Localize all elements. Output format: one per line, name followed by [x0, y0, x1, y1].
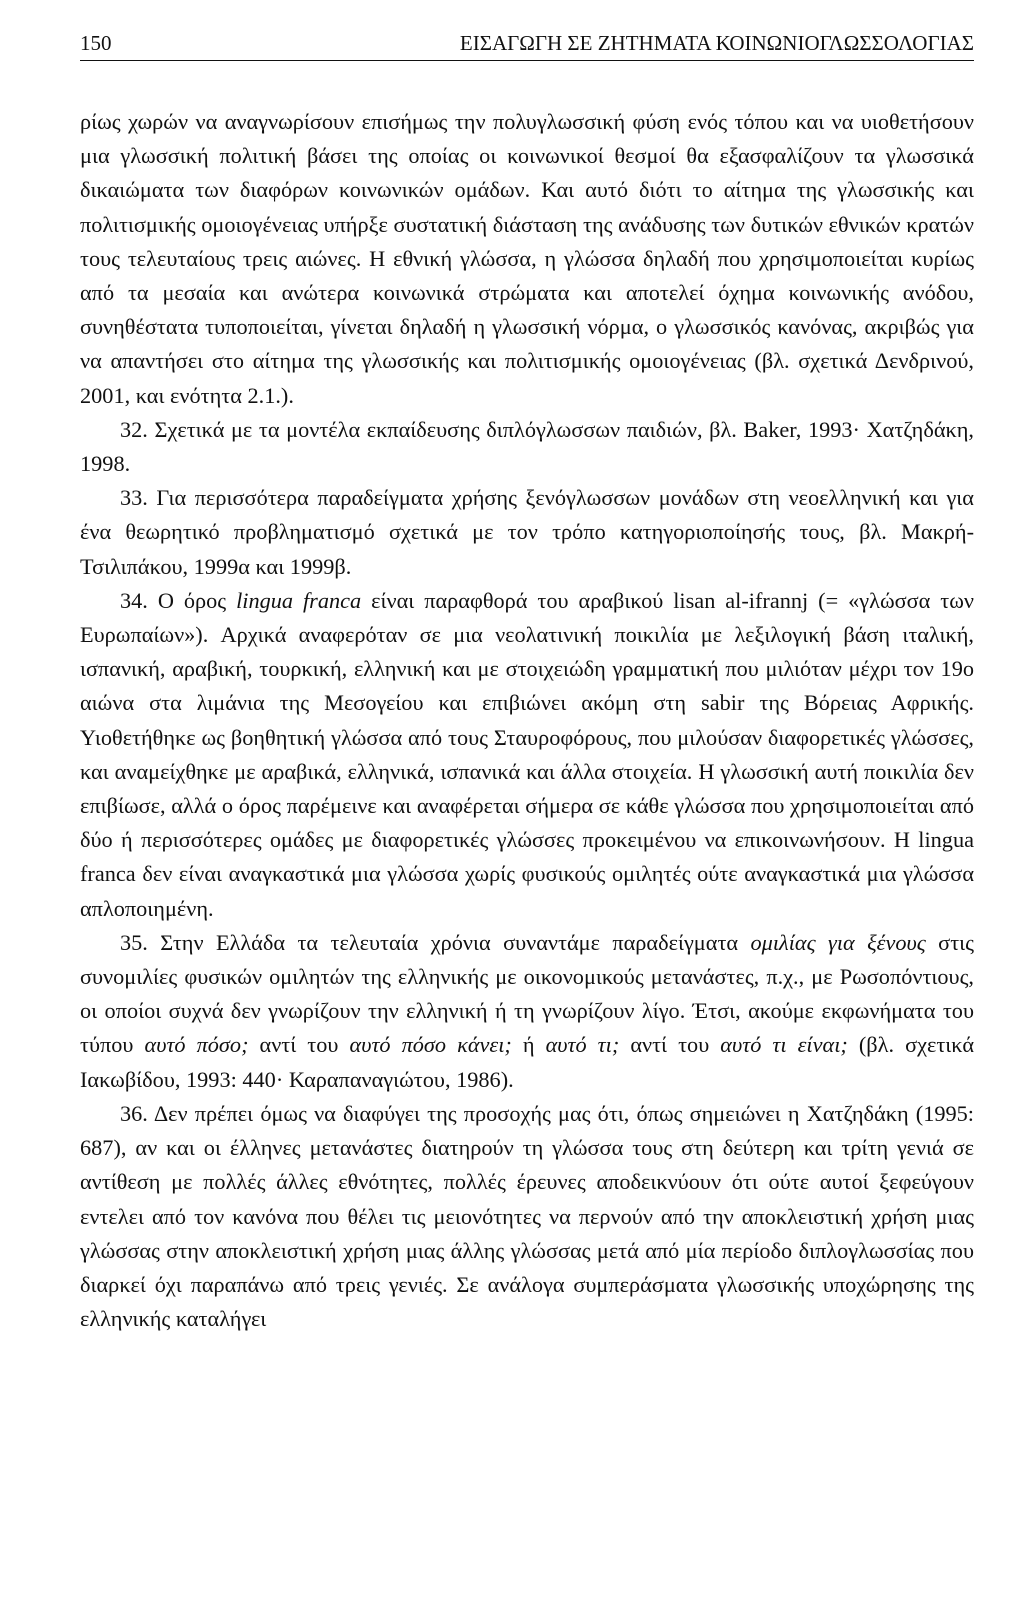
- footnote-continuation: ρίως χωρών να αναγνωρίσουν επισήμως την πολυγλωσσική φύση ενός τόπου και να υιοθετήσουν μια γλωσσική πολιτική βάσει της οποίας οι κοινωνικοί θεσμοί θα εξασφαλίζουν τα γλωσσικά δικαιώματα των διαφόρων κοινωνικών ομάδων. Και αυτό διότι το αίτημα της γλωσσικής και πολιτισμικής ομοιογένειας υπήρξε συστατική διάσταση της ανάδυσης των δυτικών εθνικών κρατών τους τελευταίους τρεις αιώνες. Η εθνική γλώσσα, η γλώσσα δηλαδή που χρησιμοποιείται κυρίως από τα μεσαία και ανώτερα κοινωνικά στρώματα και αποτελεί όχημα κοινωνικής ανόδου, συνηθέστατα τυποποιείται, γίνεται δηλαδή η γλωσσική νόρμα, ο γλωσσικός κανόνας, ακριβώς για να απαντήσει στο αίτημα της γλωσσικής και πολιτισμικής ομοιογένειας (βλ. σχετικά Δενδρινού, 2001, και ενότητα 2.1.).: [80, 109, 974, 408]
- example-utterance: αυτό τι είναι;: [720, 1032, 848, 1058]
- running-title: ΕΙΣΑΓΩΓΗ ΣΕ ΖΗΤΗΜΑΤΑ ΚΟΙΝΩΝΙΟΓΛΩΣΣΟΛΟΓΙΑΣ: [459, 31, 974, 55]
- term-lingua-franca: lingua franca: [236, 587, 362, 613]
- footnote-34-text: 34. Ο όρος: [120, 587, 237, 613]
- footnote-35: [80, 926, 974, 1097]
- footnote-34-text: είναι παραφθορά του αραβικού lisan al-ifrannj (= «γλώσσα των Ευρωπαίων»). Αρχικά αναφερόταν σε μια νεολατινική ποικιλία με λεξιλογική βάση ιταλική, ισπανική, αραβική, τουρκική, ελληνική και με στοιχειώδη γραμματική που μιλιόταν μέχρι τον 19ο αιώνα στα λιμάνια της Μεσογείου και επιβιώνει ακόμη στη sabir της Βόρειας Αφρικής. Υιοθετήθηκε ως βοηθητική γλώσσα από τους Σταυροφόρους, που μιλούσαν διαφορετικές γλώσσες, και αναμείχθηκε με αραβικά, ελληνικά, ισπανικά και άλλα στοιχεία. Η γλωσσική αυτή ποικιλία δεν επιβίωσε, αλλά ο όρος παρέμεινε και αναφέρεται σήμερα σε κάθε γλώσσα που χρησιμοποιείται από δύο ή περισσότερες ομάδες με διαφορετικές γλώσσες προκειμένου να επικοινωνήσουν. Η lingua franca δεν είναι αναγκαστικά μια γλώσσα χωρίς φυσικούς ομιλητές ούτε αναγκαστικά μια γλώσσα απλοποιημένη.: [80, 587, 974, 921]
- footnote-34: [80, 584, 974, 926]
- footnote-35-text: αντί του: [619, 1032, 721, 1058]
- footnote-35-text: αντί του: [248, 1032, 350, 1058]
- footnote-35-text: 35. Στην Ελλάδα τα τελευταία χρόνια συναντάμε παραδείγματα: [120, 929, 751, 955]
- footnote-33: 33. Για περισσότερα παραδείγματα χρήσης ξενόγλωσσων μονάδων στη νεοελληνική και για ένα θεωρητικό προβληματισμό σχετικά με τον τρόπο κατηγοριοποίησής τους, βλ. Μακρή-Τσιλιπάκου, 1999α και 1999β.: [80, 485, 974, 579]
- footnote-35-text: (βλ. σχετικά Ιακωβίδου, 1993: 440· Καραπαναγιώτου, 1986).: [80, 1032, 975, 1092]
- footnote-35-text: στις συνομιλίες φυσικών ομιλητών της ελληνικής με οικονομικούς μετανάστες, π.χ., με Ρωσοπόντιους, οι οποίοι συχνά δεν γνωρίζουν την ελληνική ή τη γνωρίζουν λίγο. Έτσι, ακούμε εκφωνήματα του τύπου: [80, 929, 974, 1058]
- footnote-36: 36. Δεν πρέπει όμως να διαφύγει της προσοχής μας ότι, όπως σημειώνει η Χατζηδάκη (1995: 687), αν και οι έλληνες μετανάστες διατηρούν τη γλώσσα τους στη δεύτερη και τρίτη γενιά σε αντίθεση με πολλές άλλες εθνότητες, πολλές έρευνες αποδεικνύουν ότι ούτε αυτοί ξεφεύγουν εντελει από τον κανόνα που θέλει τις μειονότητες να περνούν από την αποκλειστική χρήση μιας γλώσσας στην αποκλειστική χρήση μιας άλλης γλώσσας μετά από μία περίοδο διπλογλωσσίας που διαρκεί όχι παραπάνω από τρεις γενιές. Σε ανάλογα συμπεράσματα γλωσσικής υποχώρησης της ελληνικής καταλήγει: [80, 1100, 974, 1332]
- example-utterance: αυτό πόσο;: [144, 1032, 249, 1058]
- footnote-32: 32. Σχετικά με τα μοντέλα εκπαίδευσης διπλόγλωσσων παιδιών, βλ. Baker, 1993· Χατζηδάκη, 1998.: [80, 416, 974, 477]
- example-utterance: αυτό πόσο κάνει;: [349, 1032, 512, 1058]
- footnotes-block: [80, 105, 974, 1336]
- running-header: [80, 30, 974, 61]
- book-page: [80, 30, 974, 1336]
- footnote-35-text: ή: [511, 1032, 546, 1058]
- page-number: 150: [80, 31, 112, 55]
- example-utterance: αυτό τι;: [545, 1032, 620, 1058]
- term-foreigner-talk: ομιλίας για ξένους: [750, 929, 926, 955]
